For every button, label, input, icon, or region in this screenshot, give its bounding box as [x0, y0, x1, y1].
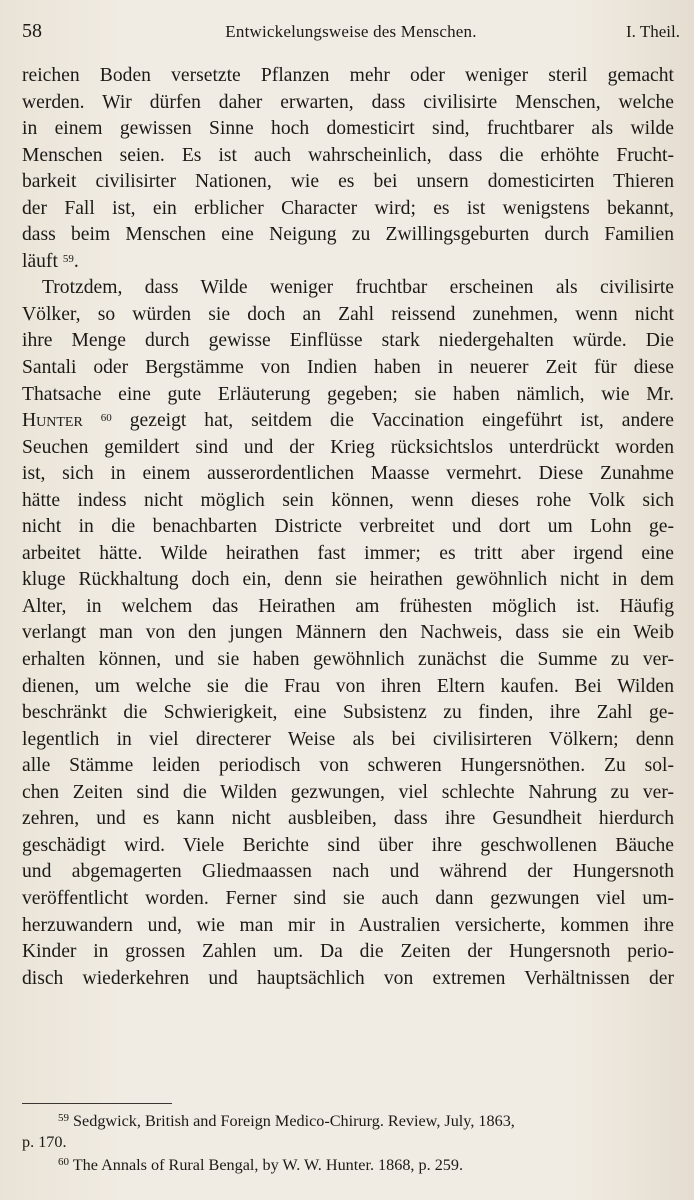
body-text: [22, 63, 674, 992]
text-line: dienen, um welche sie die Frau von ihren Eltern kaufen. Bei Wilden: [22, 675, 674, 697]
footnote-59: [22, 1111, 674, 1132]
text-line: veröffentlicht worden. Ferner sind sie auch dann gezwungen viel um-: [22, 887, 674, 909]
text-line: Santali oder Bergstämme von Indien haben in neuerer Zeit für diese: [22, 357, 674, 379]
text-fragment: läuft: [22, 250, 58, 272]
page-number: 58: [22, 20, 42, 42]
running-title: Entwickelungsweise des Menschen.: [225, 22, 477, 41]
text-line-with-ref: [22, 408, 674, 435]
text-line: ihre Menge durch gewisse Einflüsse stark niedergehalten würde. Die: [22, 330, 674, 352]
footnote-marker-59: 59: [58, 1112, 69, 1124]
footnote-59-text: Sedgwick, British and Foreign Medico-Chirurg. Review, July, 1863,: [73, 1112, 515, 1130]
text-line: der Fall ist, ein erblicher Character wird; es ist wenigstens bekannt,: [22, 197, 674, 219]
text-line: verlangt man von den jungen Männern den Nachweis, dass sie ein Weib: [22, 622, 674, 644]
period-mark: .: [73, 250, 79, 272]
part-label: I. Theil.: [626, 22, 680, 41]
text-line: werden. Wir dürfen daher erwarten, dass civilisirte Menschen, welche: [22, 91, 674, 113]
text-line: herzuwandern und, wie man mir in Australien versicherte, kommen ihre: [22, 914, 674, 936]
footnote-59-continuation: p. 170.: [22, 1132, 67, 1151]
text-line: Alter, in welchem das Heirathen am frühesten möglich ist. Häufig: [22, 595, 674, 617]
text-line: Menschen seien. Es ist auch wahrscheinlich, dass die erhöhte Frucht-: [22, 144, 674, 166]
text-line: geschädigt wird. Viele Berichte sind über ihre geschwollenen Bäuche: [22, 834, 674, 856]
text-line: dass beim Menschen eine Neigung zu Zwillingsgeburten durch Familien: [22, 224, 674, 246]
author-name-hunter: Hunter: [22, 410, 83, 432]
footnote-divider: [22, 1103, 172, 1104]
footnote-ref-60: 60: [100, 412, 112, 425]
text-line: und abgemagerten Gliedmaassen nach und während der Hungersnoth: [22, 861, 674, 883]
text-line: beschränkt die Schwierigkeit, eine Subsistenz zu finden, ihre Zahl ge-: [22, 702, 674, 724]
text-line: chen Zeiten sind die Wilden gezwungen, viel schlechte Nahrung zu ver-: [22, 781, 674, 803]
text-line-paragraph-end: [22, 249, 674, 276]
running-header: [22, 20, 680, 46]
text-line: disch wiederkehren und hauptsächlich von extremen Verhältnissen der: [22, 967, 674, 989]
text-line: reichen Boden versetzte Pflanzen mehr oder weniger steril gemacht: [22, 65, 674, 86]
footnote-60: [22, 1155, 674, 1176]
text-line-paragraph-start: Trotzdem, dass Wilde weniger fruchtbar erscheinen als civilisirte: [42, 277, 674, 299]
text-line: barkeit civilisirter Nationen, wie es bei unsern domesticirten Thieren: [22, 171, 674, 193]
text-line: Seuchen gemildert sind und der Krieg rücksichtslos unterdrückt worden: [22, 436, 674, 458]
text-line: erhalten können, und sie haben gewöhnlich zunächst die Summe zu ver-: [22, 649, 674, 671]
text-line: alle Stämme leiden periodisch von schweren Hungersnöthen. Zu sol-: [22, 755, 674, 777]
text-line: Völker, so würden sie doch an Zahl reissend zunehmen, wenn nicht: [22, 303, 674, 325]
text-line: in einem gewissen Sinne hoch domesticirt sind, fruchtbarer als wilde: [22, 118, 674, 140]
text-line: legentlich in viel directerer Weise als bei civilisirteren Völkern; denn: [22, 728, 674, 750]
footnote-60-text: The Annals of Rural Bengal, by W. W. Hunter. 1868, p. 259.: [72, 1156, 464, 1174]
text-line: nicht in die benachbarten Districte verbreitet und dort um Lohn ge-: [22, 516, 674, 538]
text-line: zehren, und es kann nicht ausbleiben, dass ihre Gesundheit hierdurch: [22, 808, 674, 830]
text-line: kluge Rückhaltung doch ein, denn sie heirathen gewöhnlich nicht in dem: [22, 569, 674, 591]
footnote-ref-59: 59: [62, 252, 74, 265]
footnote-marker-60: 60: [58, 1156, 69, 1168]
text-fragment: gezeigt hat, seitdem die Vaccination eingeführt ist, andere: [129, 410, 674, 432]
text-line: Kinder in grossen Zahlen um. Da die Zeiten der Hungersnoth perio-: [22, 941, 674, 963]
text-line: Thatsache eine gute Erläuterung gegeben; sie haben nämlich, wie Mr.: [22, 383, 674, 405]
text-line: hätte indess nicht möglich sein können, wenn dieses rohe Volk sich: [22, 489, 674, 511]
footnotes: [22, 1111, 674, 1176]
text-line: ist, sich in einem ausserordentlichen Maasse vermehrt. Diese Zunahme: [22, 463, 674, 485]
text-line: arbeitet hätte. Wilde heirathen fast immer; es tritt aber irgend eine: [22, 542, 674, 564]
